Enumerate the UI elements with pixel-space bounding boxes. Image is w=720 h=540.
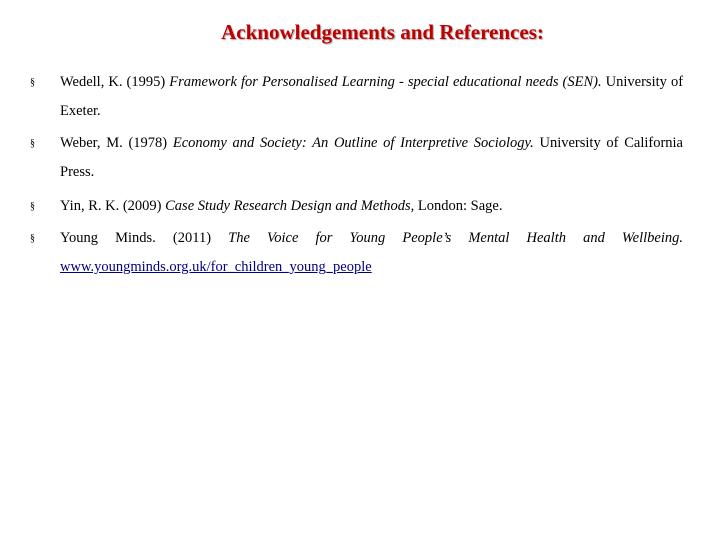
bullet-icon: § xyxy=(30,138,35,149)
page-title: Acknowledgements and References: xyxy=(221,20,544,44)
reference-work-title: Framework for Personalised Learning - special educational needs (SEN). xyxy=(169,74,602,90)
reference-item xyxy=(30,129,683,187)
reference-list xyxy=(30,68,683,282)
reference-link[interactable]: www.youngminds.org.uk/for_children_young_people xyxy=(60,259,372,275)
reference-item xyxy=(30,224,683,282)
reference-authors: Wedell, K. (1995) xyxy=(60,74,166,90)
reference-publisher: University of Exeter. xyxy=(60,74,684,119)
reference-publisher: University of California Press. xyxy=(60,135,683,180)
reference-item xyxy=(30,192,683,221)
reference-authors: Weber, M. (1978) xyxy=(60,135,168,151)
reference-publisher: London: Sage. xyxy=(417,198,503,214)
bullet-icon: § xyxy=(30,77,35,88)
reference-authors: Young Minds. (2011) xyxy=(60,230,212,246)
bullet-icon: § xyxy=(30,233,35,244)
reference-work-title: The Voice for Young People’s Mental Health and Wellbeing. xyxy=(228,230,684,246)
reference-item xyxy=(30,68,683,126)
reference-work-title: Economy and Society: An Outline of Interpretive Sociology. xyxy=(172,135,534,151)
reference-authors: Yin, R. K. (2009) xyxy=(60,198,162,214)
bullet-icon: § xyxy=(30,201,35,212)
reference-work-title: Case Study Research Design and Methods, xyxy=(165,198,415,214)
